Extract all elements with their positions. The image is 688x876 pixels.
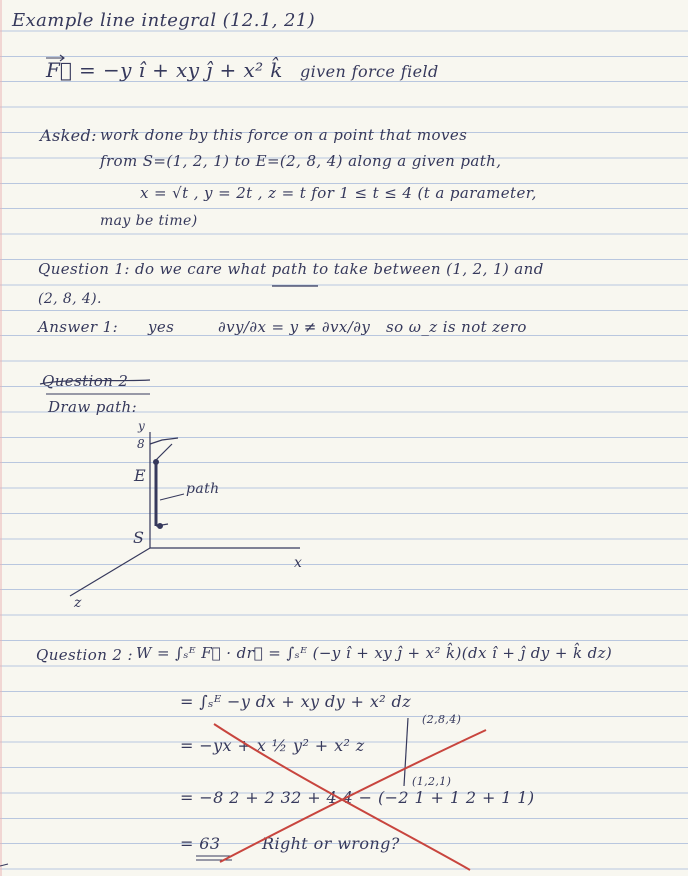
question-1-text-cont: (2, 8, 4). bbox=[38, 291, 102, 307]
answer-1-yes: yes bbox=[148, 318, 175, 336]
force-field-equation: F⃗ = −y î + xy ĵ + x² k̂ bbox=[46, 58, 283, 82]
point-label-E: E bbox=[134, 466, 147, 485]
tick-label-8: 8 bbox=[137, 437, 146, 451]
draw-path-instruction: Draw path: bbox=[48, 398, 138, 416]
page-heading: Example line integral (12.1, 21) bbox=[12, 10, 316, 31]
axis-label-z: z bbox=[74, 595, 82, 611]
work-result: = 63 bbox=[180, 834, 221, 853]
answer-1-conclusion: so ω_z is not zero bbox=[386, 318, 527, 336]
point-S-dot bbox=[158, 524, 163, 529]
cross-out-stroke-2 bbox=[220, 730, 486, 862]
sketch-path bbox=[154, 444, 185, 529]
asked-label: Asked: bbox=[40, 126, 97, 145]
struck-question-2-label: Question 2 bbox=[42, 372, 129, 390]
edge-mark bbox=[0, 864, 8, 866]
asked-line-4: may be time) bbox=[100, 213, 198, 229]
path-label: path bbox=[186, 481, 220, 497]
work-antiderivative: = −yx + x ½ y² + x² z bbox=[180, 736, 365, 755]
strike-through-question-2 bbox=[40, 380, 150, 384]
right-or-wrong-comment: Right or wrong? bbox=[262, 834, 400, 853]
point-E-dot bbox=[154, 460, 159, 465]
evaluation-bar bbox=[404, 718, 408, 786]
asked-line-2: from S=(1, 2, 1) to E=(2, 8, 4) along a given path, bbox=[100, 152, 502, 170]
force-field-caption: given force field bbox=[300, 62, 439, 81]
red-cross-out bbox=[214, 724, 486, 870]
answer-1-label: Answer 1: bbox=[38, 318, 119, 336]
asked-line-1: work done by this force on a point that moves bbox=[100, 126, 468, 144]
lower-limit: (1,2,1) bbox=[412, 775, 452, 788]
cross-out-stroke-1 bbox=[214, 724, 470, 870]
question-1-text: Question 1: do we care what path to take between (1, 2, 1) and bbox=[38, 260, 544, 278]
answer-1-expression: ∂vy/∂x = y ≠ ∂vx/∂y bbox=[218, 318, 371, 336]
top-bracket bbox=[150, 438, 178, 444]
axis-label-y: y bbox=[138, 419, 146, 433]
asked-line-3: x = √t , y = 2t , z = t for 1 ≤ t ≤ 4 (t a parameter, bbox=[140, 184, 537, 202]
work-integral-line-2: = ∫ₛᴱ −y dx + xy dy + x² dz bbox=[180, 692, 412, 711]
z-axis-line bbox=[70, 548, 150, 596]
vector-arrow-F bbox=[46, 55, 64, 61]
axis-label-x: x bbox=[294, 555, 303, 571]
work-integral-line-1: W = ∫ₛᴱ F⃗ · dr⃗ = ∫ₛᴱ (−y î + xy ĵ + x² k̂)(dx î + ĵ dy + k̂ dz) bbox=[136, 644, 613, 662]
path-label-leader bbox=[160, 494, 184, 500]
point-label-S: S bbox=[133, 528, 145, 547]
upper-limit: (2,8,4) bbox=[422, 713, 462, 726]
question-2-label: Question 2 : bbox=[36, 646, 133, 664]
sketch-axes bbox=[70, 432, 303, 596]
work-evaluation: = −8 2 + 2 32 + 4 4 − (−2 1 + 1 2 + 1 1) bbox=[180, 788, 535, 807]
path-connector-top bbox=[156, 444, 172, 460]
